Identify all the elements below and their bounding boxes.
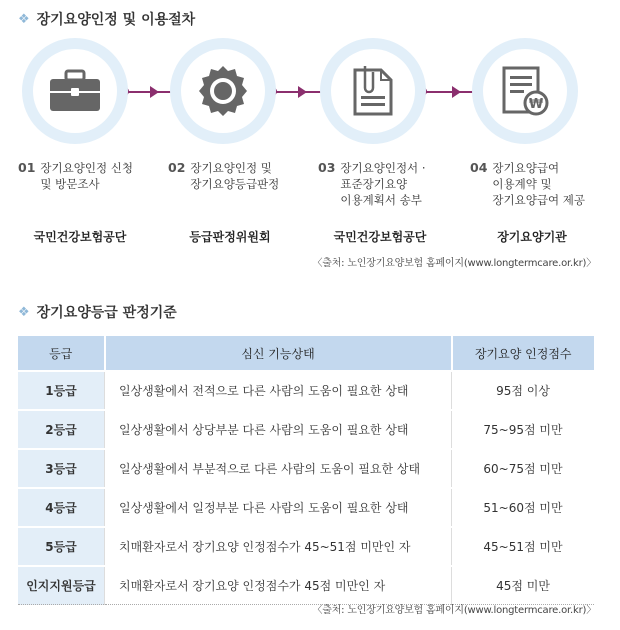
section-title-grade-criteria bbox=[18, 302, 177, 322]
connector-arrow-icon bbox=[150, 86, 159, 98]
source-note: 〈출처: 노인장기요양보험 홈페이지(www.longtermcare.or.kr)〉 bbox=[312, 605, 596, 616]
score-cell: 75~95점 미만 bbox=[452, 410, 595, 449]
condition-cell: 일상생활에서 부분적으로 다른 사람의 도움이 필요한 상태 bbox=[105, 449, 452, 488]
source-note: 〈출처: 노인장기요양보험 홈페이지(www.longtermcare.or.kr)〉 bbox=[312, 258, 596, 269]
step-1-label bbox=[18, 160, 133, 192]
score-cell: 51~60점 미만 bbox=[452, 488, 595, 527]
condition-cell: 일상생활에서 일정부분 다른 사람의 도움이 필요한 상태 bbox=[105, 488, 452, 527]
step-number: 04 bbox=[470, 160, 488, 175]
connector-arrow-icon bbox=[298, 86, 307, 98]
step-1-org: 국민건강보험공단 bbox=[33, 230, 127, 244]
table-row bbox=[18, 527, 594, 566]
connector-line bbox=[424, 91, 476, 93]
diamond-bullet-icon: ❖ bbox=[18, 304, 30, 320]
step-2-org: 등급판정위원회 bbox=[189, 230, 271, 244]
section-title-text: 장기요양인정 및 이용절차 bbox=[36, 12, 196, 28]
score-cell: 95점 이상 bbox=[452, 371, 595, 410]
header-condition: 심신 기능상태 bbox=[105, 336, 452, 371]
grade-cell: 2등급 bbox=[18, 410, 105, 449]
svg-text:₩: ₩ bbox=[528, 97, 544, 112]
score-cell: 45~51점 미만 bbox=[452, 527, 595, 566]
grade-cell: 3등급 bbox=[18, 449, 105, 488]
step-4-org: 장기요양기관 bbox=[497, 230, 567, 244]
table-row bbox=[18, 371, 594, 410]
condition-cell: 일상생활에서 전적으로 다른 사람의 도움이 필요한 상태 bbox=[105, 371, 452, 410]
receipt-won-icon bbox=[500, 65, 550, 117]
score-cell: 45점 미만 bbox=[452, 566, 595, 605]
award-badge-icon bbox=[198, 64, 248, 118]
step-2-label bbox=[168, 160, 279, 192]
table-row bbox=[18, 410, 594, 449]
section-title-text: 장기요양등급 판정기준 bbox=[36, 305, 177, 321]
step-text: 장기요양인정 및 장기요양등급판정 bbox=[190, 161, 280, 191]
procedure-flow bbox=[0, 38, 620, 148]
step-4-label bbox=[470, 160, 585, 208]
step-number: 01 bbox=[18, 160, 36, 175]
condition-cell: 치매환자로서 장기요양 인정점수가 45~51점 미만인 자 bbox=[105, 527, 452, 566]
step-number: 03 bbox=[318, 160, 336, 175]
grade-criteria-table bbox=[18, 336, 594, 605]
header-grade: 등급 bbox=[18, 336, 105, 371]
step-number: 02 bbox=[168, 160, 186, 175]
step-text: 장기요양인정서 · 표준장기요양 이용계획서 송부 bbox=[340, 161, 426, 207]
step-4-circle bbox=[472, 38, 578, 144]
connector-arrow-icon bbox=[452, 86, 461, 98]
step-text: 장기요양인정 신청 및 방문조사 bbox=[40, 161, 133, 191]
condition-cell: 일상생활에서 상당부분 다른 사람의 도움이 필요한 상태 bbox=[105, 410, 452, 449]
condition-cell: 치매환자로서 장기요양 인정점수가 45점 미만인 자 bbox=[105, 566, 452, 605]
grade-cell: 1등급 bbox=[18, 371, 105, 410]
table-row bbox=[18, 488, 594, 527]
step-text: 장기요양급여 이용계약 및 장기요양급여 제공 bbox=[492, 161, 585, 207]
step-1-circle bbox=[22, 38, 128, 144]
step-2-circle bbox=[170, 38, 276, 144]
score-cell: 60~75점 미만 bbox=[452, 449, 595, 488]
section-title-procedure bbox=[18, 9, 195, 29]
diamond-bullet-icon: ❖ bbox=[18, 11, 30, 27]
table-row bbox=[18, 566, 594, 605]
step-3-circle bbox=[320, 38, 426, 144]
briefcase-icon bbox=[47, 69, 103, 113]
grade-cell: 4등급 bbox=[18, 488, 105, 527]
header-score: 장기요양 인정점수 bbox=[452, 336, 595, 371]
grade-cell: 5등급 bbox=[18, 527, 105, 566]
table-header-row bbox=[18, 336, 594, 371]
step-3-label bbox=[318, 160, 425, 208]
table-row bbox=[18, 449, 594, 488]
document-clip-icon bbox=[351, 64, 395, 118]
step-3-org: 국민건강보험공단 bbox=[333, 230, 427, 244]
grade-cell: 인지지원등급 bbox=[18, 566, 105, 605]
